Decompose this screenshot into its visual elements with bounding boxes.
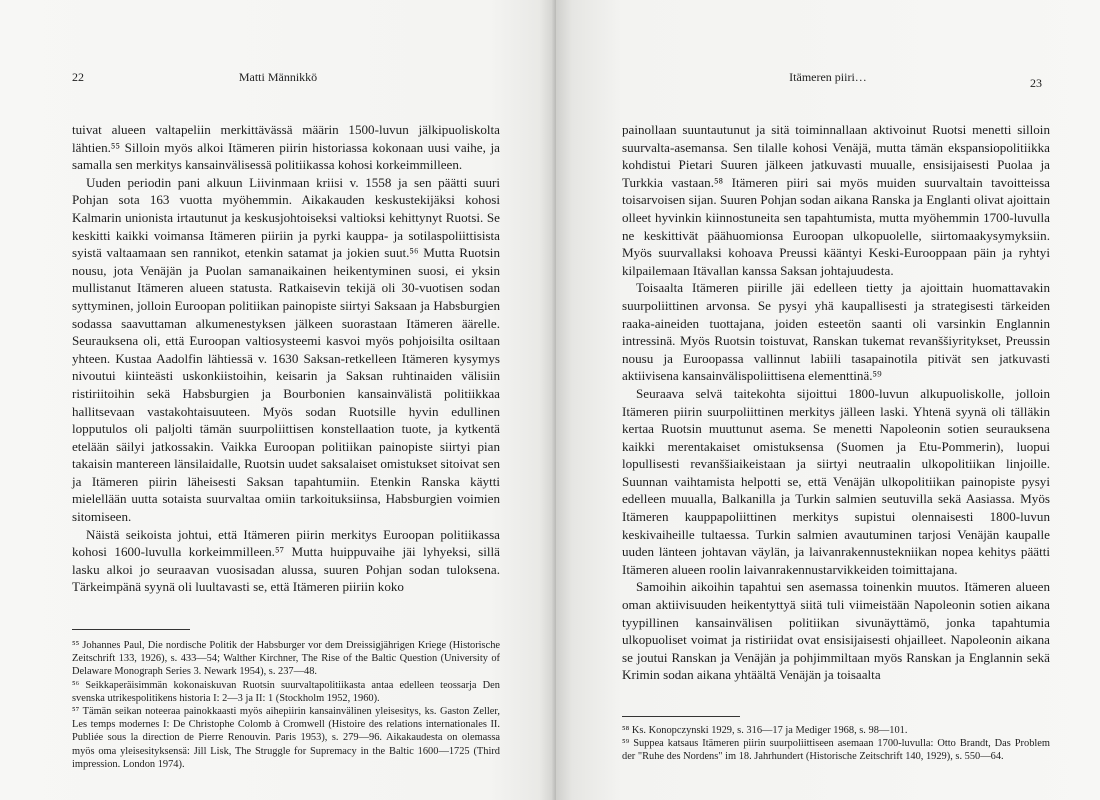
paragraph: tuivat alueen valtapeliin merkittävässä määrin 1500-luvun jälkipuoliskolta lähtien.⁵⁵ Silloin myös alkoi Itämeren piirin historiassa kokonaan uusi vaihe, ja samalla sen merkitys kansainvälisessä politiikassa kohosi korkeimmilleen. [72, 122, 500, 173]
body-text [622, 121, 1050, 684]
footnote: ⁵⁷ Tämän seikan noteeraa painokkaasti myös aihepiirin kansainvälinen yleisesitys, ks. Gaston Zeller, Les temps modernes I: De Christophe Colomb à Cromwell (Histoire des relations internationales II. Publiée sous la direction de Pierre Renouvin. Paris 1953), s. 279—96. Aikakaudesta on olemassa myös oma yleisesityksensä: Jill Lisk, The Struggle for Supremacy in the Baltic 1600—1725 (Third impression. London 1974). [72, 706, 500, 770]
footnote-rule [622, 716, 740, 717]
paragraph: Samoihin aikoihin tapahtui sen asemassa toinenkin muutos. Itämeren alueen oman aktiivisuuden heikentyttyä siitä tuli viimeistään Napoleonin sotien aikana tyypillinen kansainvälisen politiikan sivunäyttämö, jonka tapahtumia ulkopuoliset voimat ja ristiriidat ovat ensisijaisesti ohjailleet. Napoleonin aikana se joutui Ranskan ja Venäjän ja pohjimmiltaan myös Ranskan ja Englannin sekä Krimin sodan aikana yhtäältä Venäjän ja toisaalta [622, 579, 1050, 683]
paragraph: Seuraava selvä taitekohta sijoittui 1800-luvun alkupuoliskolle, jolloin Itämeren piirin suurpoliittinen merkitys jälleen laski. Yhtenä syynä oli tälläkin kertaa Ruotsin muuttunut asema. Se menetti Napoleonin sotien seurauksena kaikki merentakaiset omistuksensa (Suomen ja Etu-Pommerin), luopui lopullisesti revanššiaikeistaan ja siirtyi neutraalin ulkopolitiikan linjoille. Suunnan vaihtamista helpotti se, että Venäjän ulkopolitiikan painopiste pysyi edelleen muualla, Balkanilla ja Turkin salmien seutuvilla sekä Aasiassa. Myös Itämeren kauppapoliittinen merkitys supistui olennaisesti 1800-luvun keskivaiheille tultaessa. Turkin salmien avautuminen tarjosi Venäjän kaupalle uuden länteen johtavan väylän, ja laivanrakennustekniikan nopea kehitys päätti Itämeren alueen roolin laivanrakennustarvikkeiden toimittajana. [622, 385, 1050, 577]
right-page [556, 0, 1100, 800]
page-number: 23 [1030, 76, 1042, 90]
body-text [72, 121, 500, 596]
paragraph: painollaan suuntautunut ja sitä toiminnallaan aktivoinut Ruotsi menetti silloin suurvalta-asemansa. Sen tilalle kohosi Venäjä, mutta tämän ekspansiopolitiikka kohdistui Pietari Suuren jälkeen jatkuvasti muualle, ensisijaisesti Puolaa ja Turkkia vastaan.⁵⁸ Itämeren piiri sai myös muiden suurvaltain tavoitteissa toisarvoisen sijan. Suuren Pohjan sodan aikana Ranska ja Englanti olivat ajoittain olleet hyvinkin kiinnostuneita sen tapahtumista, mutta myöhemmin 1700-luvulla ne keskittivät päähuomionsa Euroopan ulkopuolelle, siirtomaakysymyksiin. Myös suurvallaksi kohoava Preussi kääntyi Keski-Eurooppaan päin ja ryhtyi kilpailemaan Itävallan kanssa Saksan johtajuudesta. [622, 122, 1050, 278]
paragraph: Uuden periodin pani alkuun Liivinmaan kriisi v. 1558 ja sen päätti suuri Pohjan sota 163 vuotta myöhemmin. Aikakauden keskustekijäksi kohosi Kalmarin unionista irtautunut ja keskusjohtoiseksi valtioksi kehittynyt Ruotsi. Se keskitti kaikki voimansa Itämeren piiriin ja pyrki kauppa- ja sotilaspoliittisista syistä valtaamaan sen rannikot, etenkin satamat ja jokien suut.⁵⁶ Mutta Ruotsin nousu, jota Venäjän ja Puolan samanaikainen heikentyminen suosi, ei yksin mullistanut Itämeren alueen statusta. Ratkaisevin tekijä oli 30-vuotisen sodan syttyminen, jolloin Euroopan politiikan painopiste siirtyi Saksaan ja Habsburgien sodassa saavuttaman alkumenestyksen jälkeen suorastaan Itämeren äärelle. Seurauksena oli, että Euroopan valtiosysteemi kasvoi myös pohjoisilta osiltaan yhteen. Kustaa Aadolfin lähtiessä v. 1630 Saksan-retkelleen Itämeren kysymys nivoutui kiinteästi uskonkiistoihin, keisarin ja Saksan ruhtinaiden välisiin ristiriitoihin sekä Habsburgien ja Bourbonien kansainvälistä politiikkaa hallitsevaan vastakohtaisuuteen. Myös sodan Ruotsille hyvin edullinen lopputulos oli paljolti tämän suurpoliittisen konstellaation tuote, ja kytkentä etelään säilyi jatkossakin. Vaikka Euroopan politiikan painopiste siirtyi pian takaisin mantereen länsilaidalle, Ruotsin uudet saksalaiset omistukset sitoivat sen ja Itämeren piirin läheisesti Saksan tapahtumiin. Etenkin Ranska käytti mielellään uutta sotaista suurvaltaa omiin tarkoituksiinsa, Habsburgien voimien sitomiseen. [72, 174, 500, 525]
running-head: Matti Männikkö [238, 70, 318, 84]
footnote: ⁵⁸ Ks. Konopczynski 1929, s. 316—17 ja Mediger 1968, s. 98—101. [622, 725, 908, 736]
footnotes [72, 639, 500, 771]
footnote: ⁵⁶ Seikkaperäisimmän kokonaiskuvan Ruotsin suurvaltapolitiikasta antaa edelleen teossarja Den svenska utrikespolitikens historia I: 2—3 ja II: 1 (Stockholm 1952, 1960). [72, 679, 500, 704]
footnote-rule [72, 629, 190, 630]
footnote: ⁵⁹ Suppea katsaus Itämeren piirin suurpoliittiseen asemaan 1700-luvulla: Otto Brandt, Das Problem der "Ruhe des Nordens" im 18. Jahrhundert (Historische Zeitschrift 140, 1929), s. 550—64. [622, 738, 1050, 763]
running-head: Itämeren piiri… [789, 70, 867, 84]
footnote: ⁵⁵ Johannes Paul, Die nordische Politik der Habsburger vor dem Dreissigjährigen Kriege (Historische Zeitschrift 133, 1926), s. 433—54; Walther Kirchner, The Rise of the Baltic Question (University of Delaware Monograph Series 3. Newark 1954), s. 237—48. [72, 640, 500, 678]
footnotes [622, 724, 1050, 764]
paragraph: Näistä seikoista johtui, että Itämeren piirin merkitys Euroopan politiikassa kohosi 1600-luvulla korkeimmilleen.⁵⁷ Mutta huippuvaihe jäi lyhyeksi, sillä lasku alkoi jo seuraavan vuosisadan alussa, suuren Pohjan sodan tuloksena. Tärkeimpänä syynä oli luultavasti se, että Itämeren piiriin koko [72, 526, 500, 595]
page-number: 22 [72, 70, 84, 84]
paragraph: Toisaalta Itämeren piirille jäi edelleen tietty ja ajoittain huomattavakin suurpoliittinen arvonsa. Se pysyi yhä kaupallisesti ja strategisesti tärkeiden raaka-aineiden tuottajana, joiden esteetön saanti oli varsinkin Englannin intressinä. Myös Ruotsin toistuvat, Ranskan tukemat revanššiyritykset, Preussin nousu ja Euroopassa vallinnut labiili tasapainotila pitivät sen jatkuvasti aktiivisena kansainvälispoliittisena elementtinä.⁵⁹ [622, 280, 1050, 384]
